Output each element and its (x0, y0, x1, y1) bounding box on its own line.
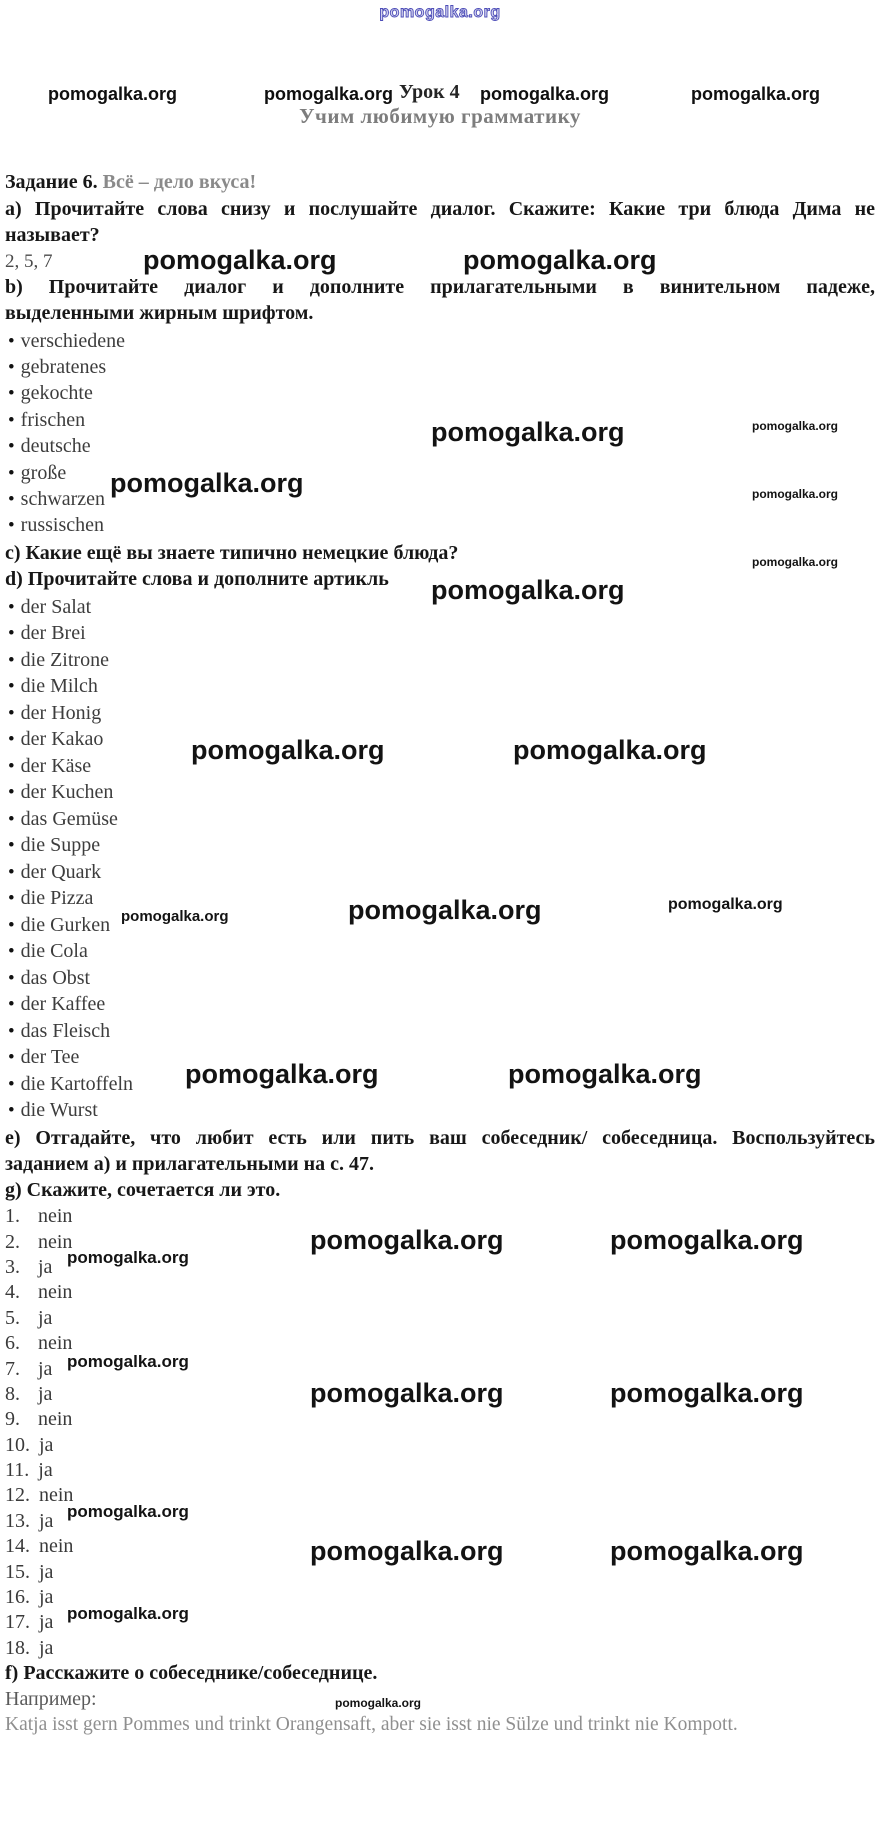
answer-number: 9. (5, 1408, 20, 1431)
site-watermark: pomogalka.org (463, 245, 657, 275)
prompt-e-line2: заданием a) и прилагательными на с. 47. (5, 1153, 375, 1175)
bullet-icon: • (8, 1100, 15, 1122)
answer-number: 11. (5, 1459, 30, 1482)
site-watermark: pomogalka.org (310, 1225, 504, 1255)
bullet-icon: • (8, 755, 15, 777)
answer-row (5, 1559, 73, 1584)
answer-number: 12. (5, 1484, 30, 1507)
list-item (5, 886, 133, 913)
list-item (5, 939, 133, 966)
answer-value: ja (38, 1357, 53, 1380)
answer-number: 1. (5, 1205, 20, 1228)
bullet-icon: • (8, 1073, 15, 1095)
list-item (5, 434, 125, 460)
site-watermark: pomogalka.org (348, 895, 542, 925)
answer-row (5, 1433, 73, 1458)
answer-a: 2, 5, 7 (5, 251, 53, 272)
site-watermark: pomogalka.org (191, 735, 385, 765)
list-item-label: der Kuchen (20, 781, 114, 804)
list-item (5, 753, 133, 780)
list-item (5, 381, 125, 407)
list-item-label: die Suppe (20, 834, 101, 857)
bullet-icon: • (8, 649, 15, 671)
task-title: Всё – дело вкуса! (97, 171, 257, 193)
answer-value: ja (39, 1509, 54, 1532)
answer-row (5, 1229, 73, 1254)
article-word-list (5, 594, 133, 1124)
list-item (5, 859, 133, 886)
answer-number: 8. (5, 1382, 20, 1405)
site-watermark: pomogalka.org (335, 1696, 422, 1710)
answer-row (5, 1331, 73, 1356)
list-item-label: gekochte (20, 382, 93, 405)
list-item (5, 486, 125, 512)
answer-row (5, 1534, 73, 1559)
list-item-label: frischen (20, 408, 86, 431)
site-watermark: pomogalka.org (752, 555, 839, 569)
list-item (5, 727, 133, 754)
answer-number: 15. (5, 1560, 30, 1583)
site-watermark: pomogalka.org (264, 84, 394, 104)
list-item (5, 912, 133, 939)
bullet-icon: • (8, 994, 15, 1016)
bullet-icon: • (8, 357, 15, 379)
bullet-icon: • (8, 729, 15, 751)
answer-row (5, 1255, 73, 1280)
answer-number: 13. (5, 1509, 30, 1532)
list-item-label: der Tee (20, 1046, 80, 1069)
answer-value: ja (39, 1560, 54, 1583)
site-watermark: pomogalka.org (310, 1536, 504, 1566)
list-item (5, 328, 125, 354)
site-watermark: pomogalka.org (610, 1536, 804, 1566)
example-sentence: Katja isst gern Pommes und trinkt Orangensaft, aber sie isst nie Sülze und trinkt nie Kompott. (5, 1714, 738, 1735)
prompt-g: g) Скажите, сочетается ли это. (5, 1179, 281, 1201)
list-item (5, 992, 133, 1019)
site-watermark: pomogalka.org (110, 468, 304, 498)
site-watermark-outline: pomogalka.org (379, 4, 501, 21)
answer-row (5, 1204, 73, 1229)
answer-number: 18. (5, 1636, 30, 1659)
list-item-label: das Obst (20, 966, 91, 989)
list-item-label: der Quark (20, 860, 102, 883)
list-item-label: der Käse (20, 754, 92, 777)
ja-nein-answer-list (5, 1204, 73, 1661)
answer-number: 4. (5, 1281, 20, 1304)
list-item-label: der Honig (20, 701, 102, 724)
answer-row (5, 1509, 73, 1534)
site-watermark: pomogalka.org (121, 908, 229, 925)
bullet-icon: • (8, 330, 15, 352)
answer-value: ja (39, 1586, 54, 1609)
prompt-a-line1: a) Прочитайте слова снизу и послушайте диалог. Скажите: Какие три блюда Дима не (5, 198, 875, 220)
prompt-a-line2: называет? (5, 224, 100, 246)
list-item-label: die Pizza (20, 887, 94, 910)
list-item (5, 354, 125, 380)
list-item-label: verschiedene (20, 329, 126, 352)
list-item (5, 806, 133, 833)
answer-row (5, 1610, 73, 1635)
list-item (5, 1098, 133, 1125)
site-watermark: pomogalka.org (610, 1225, 804, 1255)
example-label: Например: (5, 1688, 97, 1710)
list-item (5, 780, 133, 807)
list-item (5, 674, 133, 701)
list-item (5, 965, 133, 992)
answer-value: ja (39, 1433, 54, 1456)
answer-value: nein (39, 1535, 74, 1558)
bullet-icon: • (8, 623, 15, 645)
bullet-icon: • (8, 383, 15, 405)
answer-number: 16. (5, 1586, 30, 1609)
site-watermark: pomogalka.org (67, 1604, 189, 1623)
answer-number: 5. (5, 1306, 20, 1329)
answer-value: nein (38, 1205, 73, 1228)
list-item-label: der Brei (20, 622, 86, 645)
bullet-icon: • (8, 888, 15, 910)
site-watermark: pomogalka.org (431, 575, 625, 605)
bullet-icon: • (8, 409, 15, 431)
site-watermark: pomogalka.org (431, 417, 625, 447)
list-item-label: das Fleisch (20, 1019, 111, 1042)
site-watermark: pomogalka.org (67, 1248, 189, 1267)
prompt-b-line2: выделенными жирным шрифтом. (5, 302, 314, 324)
answer-value: nein (38, 1332, 73, 1355)
prompt-c: c) Какие ещё вы знаете типично немецкие блюда? (5, 542, 459, 564)
list-item-label: die Milch (20, 675, 98, 698)
bullet-icon: • (8, 861, 15, 883)
list-item (5, 647, 133, 674)
answer-value: nein (39, 1484, 74, 1507)
answer-value: ja (39, 1611, 54, 1634)
list-item-label: die Gurken (20, 913, 111, 936)
answer-number: 6. (5, 1332, 20, 1355)
site-watermark: pomogalka.org (513, 735, 707, 765)
bullet-icon: • (8, 596, 15, 618)
site-watermark: pomogalka.org (610, 1378, 804, 1408)
list-item (5, 460, 125, 486)
list-item (5, 594, 133, 621)
task-heading (5, 170, 875, 194)
answer-value: nein (38, 1281, 73, 1304)
adjective-list (5, 328, 125, 539)
prompt-b-line1: b) Прочитайте диалог и дополните прилагательными в винительном падеже, (5, 276, 875, 298)
list-item (5, 833, 133, 860)
site-watermark: pomogalka.org (67, 1352, 189, 1371)
bullet-icon: • (8, 515, 15, 537)
bullet-icon: • (8, 489, 15, 511)
list-item-label: der Kakao (20, 728, 104, 751)
page-subtitle: Учим любимую грамматику (299, 104, 581, 128)
bullet-icon: • (8, 941, 15, 963)
answer-row (5, 1306, 73, 1331)
list-item (5, 1071, 133, 1098)
bullet-icon: • (8, 1047, 15, 1069)
answer-number: 7. (5, 1357, 20, 1380)
answer-row (5, 1407, 73, 1432)
bullet-icon: • (8, 676, 15, 698)
answer-value: ja (38, 1306, 53, 1329)
bullet-icon: • (8, 914, 15, 936)
answer-number: 10. (5, 1433, 30, 1456)
site-watermark: pomogalka.org (480, 84, 610, 104)
bullet-icon: • (8, 782, 15, 804)
list-item-label: der Kaffee (20, 993, 106, 1016)
prompt-e-line1: e) Отгадайте, что любит есть или пить ваш собеседник/ собеседница. Воспользуйтесь (5, 1127, 875, 1149)
bullet-icon: • (8, 808, 15, 830)
list-item (5, 621, 133, 648)
answer-number: 2. (5, 1230, 20, 1253)
answer-row (5, 1382, 73, 1407)
bullet-icon: • (8, 436, 15, 458)
list-item (5, 1045, 133, 1072)
site-watermark: pomogalka.org (752, 487, 839, 501)
answer-value: nein (38, 1408, 73, 1431)
list-item-label: die Kartoffeln (20, 1072, 134, 1095)
answer-value: ja (38, 1255, 53, 1278)
list-item (5, 513, 125, 539)
list-item (5, 407, 125, 433)
bullet-icon: • (8, 835, 15, 857)
list-item-label: die Zitrone (20, 648, 109, 671)
prompt-f: f) Расскажите о собеседнике/собеседнице. (5, 1662, 378, 1684)
list-item-label: gebratenes (20, 356, 107, 379)
site-watermark: pomogalka.org (310, 1378, 504, 1408)
answer-value: ja (39, 1636, 54, 1659)
site-watermark: pomogalka.org (143, 245, 337, 275)
answer-value: ja (38, 1382, 53, 1405)
answer-value: ja (38, 1459, 53, 1482)
list-item-label: deutsche (20, 435, 91, 458)
site-watermark: pomogalka.org (752, 419, 839, 433)
answer-row (5, 1356, 73, 1381)
answer-number: 3. (5, 1255, 20, 1278)
list-item-label: schwarzen (20, 488, 106, 511)
list-item-label: die Cola (20, 940, 88, 963)
list-item (5, 1018, 133, 1045)
site-watermark: pomogalka.org (668, 896, 783, 913)
list-item (5, 700, 133, 727)
bullet-icon: • (8, 702, 15, 724)
answer-row (5, 1280, 73, 1305)
list-item-label: das Gemüse (20, 807, 118, 830)
site-watermark: pomogalka.org (67, 1502, 189, 1521)
site-watermark: pomogalka.org (48, 84, 178, 104)
lesson-title: Урок 4 (399, 81, 460, 103)
answer-number: 17. (5, 1611, 30, 1634)
site-watermark: pomogalka.org (508, 1059, 702, 1089)
bullet-icon: • (8, 1020, 15, 1042)
list-item-label: russischen (20, 514, 104, 537)
bullet-icon: • (8, 462, 15, 484)
answer-row (5, 1636, 73, 1661)
list-item-label: die Wurst (20, 1099, 98, 1122)
answer-number: 14. (5, 1535, 30, 1558)
bullet-icon: • (8, 967, 15, 989)
answer-row (5, 1585, 73, 1610)
list-item-label: der Salat (20, 595, 92, 618)
answer-row (5, 1483, 73, 1508)
list-item-label: große (20, 461, 67, 484)
site-watermark: pomogalka.org (691, 84, 821, 104)
site-watermark: pomogalka.org (185, 1059, 379, 1089)
task-number: Задание 6. (5, 171, 98, 193)
answer-row (5, 1458, 73, 1483)
answer-value: nein (38, 1230, 73, 1253)
prompt-d: d) Прочитайте слова и дополните артикль (5, 568, 389, 590)
